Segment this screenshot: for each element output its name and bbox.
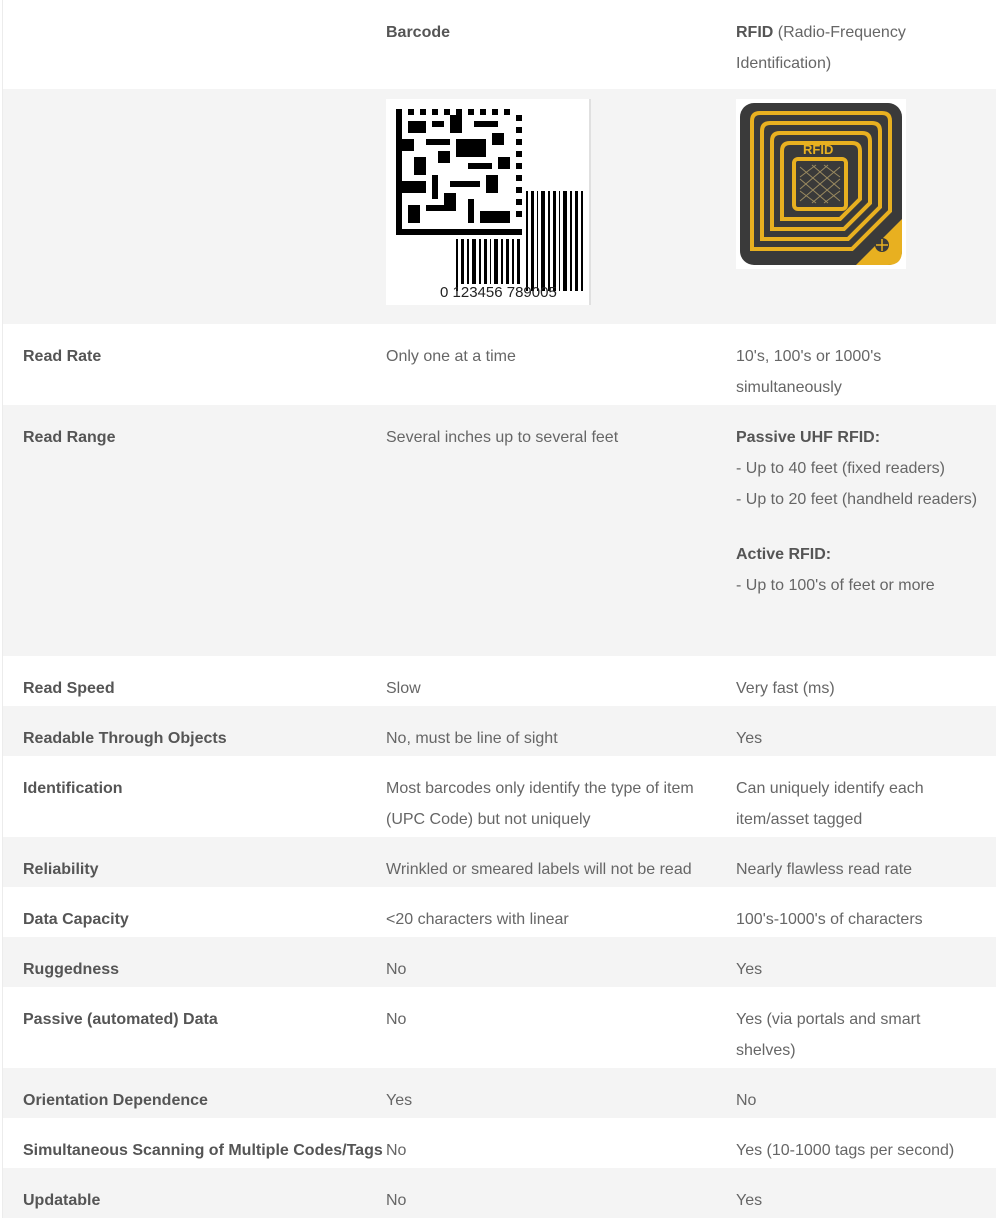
feature-label: Identification [23, 780, 123, 797]
table-row [3, 887, 996, 937]
rfid-value: Yes (10-1000 tags per second) [736, 1142, 955, 1159]
rfid-value: 10's, 100's or 1000's simultaneously [736, 348, 882, 396]
header-rfid-rest: (Radio-Frequency Identification) [736, 24, 906, 72]
table-row [3, 1118, 996, 1168]
barcode-value: No, must be line of sight [386, 730, 558, 747]
barcode-value: Most barcodes only identify the type of item (UPC Code) but not uniquely [386, 780, 694, 828]
rfid-image-cell [736, 99, 996, 306]
table-row [3, 405, 996, 656]
passive-uhf-section [736, 422, 991, 515]
rfid-value: Yes (via portals and smart shelves) [736, 1011, 921, 1059]
barcode-value: Several inches up to several feet [386, 429, 619, 446]
barcode-value: Only one at a time [386, 348, 516, 365]
barcode-value: Wrinkled or smeared labels will not be read [386, 861, 692, 878]
rfid-value: Nearly flawless read rate [736, 861, 913, 878]
table-row [3, 706, 996, 756]
active-rfid-title: Active RFID: [736, 546, 832, 563]
feature-label: Readable Through Objects [23, 730, 227, 747]
header-feature [3, 17, 386, 79]
barcode-value: No [386, 1142, 407, 1159]
table-row [3, 656, 996, 706]
table-row [3, 756, 996, 837]
feature-label: Read Range [23, 429, 116, 446]
feature-label: Ruggedness [23, 961, 120, 978]
active-rfid-section [736, 539, 991, 601]
barcode-value: No [386, 961, 407, 978]
header-rfid-bold: RFID [736, 24, 774, 41]
rfid-value: Very fast (ms) [736, 680, 835, 697]
barcode-value: No [386, 1192, 407, 1209]
rfid-value: Yes [736, 1192, 763, 1209]
passive-uhf-line: - Up to 20 feet (handheld readers) [736, 491, 978, 508]
barcode-value: <20 characters with linear [386, 911, 569, 928]
barcode-datamatrix-icon [386, 99, 591, 305]
feature-label: Read Speed [23, 680, 115, 697]
table-header-row [3, 0, 996, 89]
rfid-value: No [736, 1092, 757, 1109]
barcode-value: Yes [386, 1092, 413, 1109]
rfid-value: Can uniquely identify each item/asset tagged [736, 780, 924, 828]
table-row [3, 1068, 996, 1118]
barcode-value: Slow [386, 680, 421, 697]
image-row [3, 89, 996, 324]
feature-label: Data Capacity [23, 911, 129, 928]
rfid-value: 100's-1000's of characters [736, 911, 923, 928]
passive-uhf-line: - Up to 40 feet (fixed readers) [736, 460, 945, 477]
table-row [3, 324, 996, 405]
rfid-value: Yes [736, 961, 763, 978]
table-row [3, 987, 996, 1068]
barcode-image-cell [386, 99, 736, 306]
comparison-table [2, 0, 996, 1218]
svg-text:RFID: RFID [803, 142, 834, 157]
passive-uhf-title: Passive UHF RFID: [736, 429, 881, 446]
feature-label: Simultaneous Scanning of Multiple Codes/Tags [23, 1142, 383, 1159]
barcode-value: No [386, 1011, 407, 1028]
table-row [3, 1168, 996, 1218]
header-barcode: Barcode [386, 24, 451, 41]
image-row-label [3, 94, 386, 306]
rfid-value [736, 422, 996, 637]
feature-label: Orientation Dependence [23, 1092, 208, 1109]
rfid-value: Yes [736, 730, 763, 747]
header-rfid [736, 17, 996, 79]
svg-text:0 123456 789005: 0 123456 789005 [440, 284, 557, 301]
feature-label: Passive (automated) Data [23, 1011, 218, 1028]
rfid-tag-icon [736, 99, 906, 269]
feature-label: Read Rate [23, 348, 102, 365]
feature-label: Reliability [23, 861, 99, 878]
feature-label: Updatable [23, 1192, 101, 1209]
active-rfid-line: - Up to 100's of feet or more [736, 577, 935, 594]
table-row [3, 837, 996, 887]
table-row [3, 937, 996, 987]
